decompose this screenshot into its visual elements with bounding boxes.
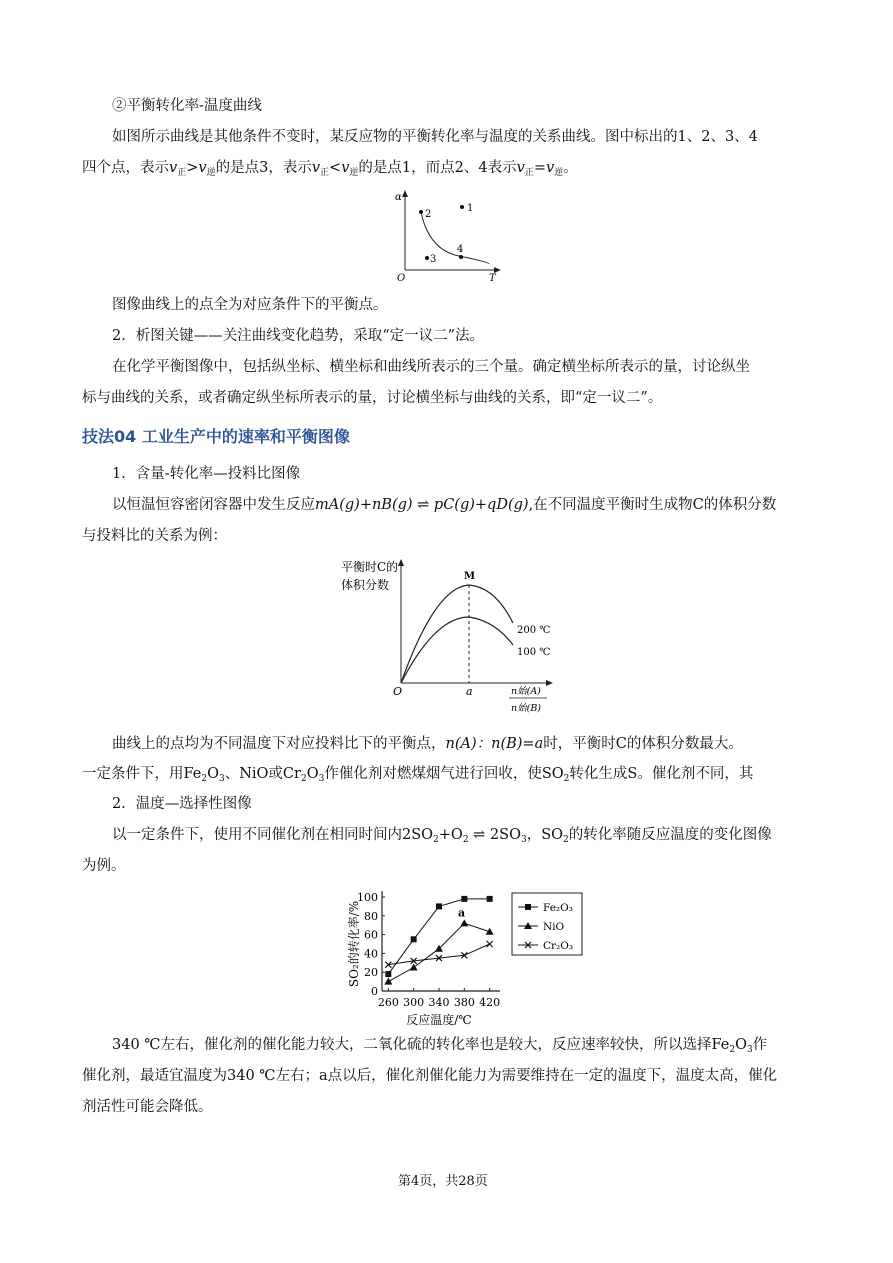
subsection-title: 1．含量-转化率—投料比图像 (112, 466, 301, 482)
x-ratio-denominator: n始(B) (511, 703, 542, 714)
conversion-temperature-figure (385, 188, 505, 288)
y-tick-label: 0 (371, 985, 378, 998)
legend-label: Cr₂O₃ (543, 940, 574, 952)
x-axis-label: T (489, 273, 496, 284)
data-point-x (487, 941, 493, 947)
paragraph-line: 催化剂，最适宜温度为340 ℃左右；a点以后，催化剂催化能力为需要维持在一定的温度下，温度太高，催化 (82, 1068, 778, 1084)
origin-label: O (393, 685, 403, 698)
curve-100c (401, 617, 513, 683)
data-point-square (411, 936, 417, 942)
section-heading: 技法04 工业生产中的速率和平衡图像 (82, 427, 350, 446)
y-axis-label: α (395, 192, 402, 203)
data-point-triangle (384, 978, 392, 985)
curve-200c-label: 200 ℃ (517, 625, 551, 636)
paragraph-line: 为例。 (82, 858, 126, 874)
data-point-triangle (460, 919, 468, 926)
legend-label: Fe₂O₃ (543, 902, 573, 914)
y-tick-label: 20 (364, 966, 378, 980)
y-tick-label: 80 (364, 909, 378, 923)
x-tick-label: 380 (453, 996, 475, 1009)
data-point-square (461, 896, 467, 902)
paragraph-line: 四个点，表示$v_正>v_逆$的是点3，表示$v_正<v_逆$的是点1，而点2、4表示$v_正=v_逆$。 (82, 160, 578, 178)
x-tick-label: 260 (377, 996, 399, 1009)
point-1 (460, 205, 464, 209)
so2-conversion-chart (340, 885, 590, 1030)
curve-200c (401, 585, 513, 683)
curve-100c-label: 100 ℃ (517, 647, 551, 658)
x-axis-title: 反应温度/℃ (406, 1013, 472, 1027)
y-axis-title: SO₂的转化率/% (347, 900, 361, 988)
peak-label: M (464, 571, 476, 582)
y-tick-label: 40 (364, 947, 378, 961)
paragraph-line: 标与曲线的关系，或者确定纵坐标所表示的量，讨论横坐标与曲线的关系，即“定一议二”。 (82, 390, 663, 406)
y-tick-label: 60 (364, 928, 378, 942)
x-mark-label: a (466, 685, 473, 698)
paragraph-line: 一定条件下，用$Fe_2O_3$、NiO或$Cr_2O_3$作催化剂对燃煤烟气进行回收，使$SO_2$转化生成S。催化剂不同，其 (82, 766, 754, 784)
x-tick-label: 340 (428, 996, 450, 1009)
x-tick-label: 420 (479, 996, 501, 1009)
y-label-line2: 体积分数 (341, 578, 390, 592)
point-3-label: 3 (430, 254, 437, 265)
data-point-triangle (410, 964, 418, 971)
paragraph-line: 曲线上的点均为不同温度下对应投料比下的平衡点，n(A)：n(B)=a时，平衡时C的体积分数最大。 (112, 736, 743, 752)
paragraph-line: 以一定条件下，使用不同催化剂在相同时间内$2SO_2+O_2$ ⇌ $2SO_3$，$SO_2$的转化率随反应温度的变化图像 (112, 827, 772, 845)
subsection-title: ②平衡转化率-温度曲线 (112, 98, 262, 114)
y-tick-label: 100 (357, 891, 378, 904)
paragraph-line: 以恒温恒容密闭容器中发生反应mA(g)+nB(g) ⇌ pC(g)+qD(g),在不同温度平衡时生成物C的体积分数 (112, 497, 777, 513)
point-1-label: 1 (467, 203, 474, 214)
point-4 (459, 255, 463, 259)
paragraph-line: 如图所示曲线是其他条件不变时，某反应物的平衡转化率与温度的关系曲线。图中标出的1、2、3、4 (112, 129, 758, 145)
subsection-title: 2．温度—选择性图像 (112, 796, 252, 812)
point-2 (419, 210, 423, 214)
paragraph-line: 剂活性可能会降低。 (82, 1099, 213, 1115)
paragraph-line: 340 ℃左右，催化剂的催化能力较大，二氧化硫的转化率也是较大，反应速率较快，所以选择$Fe_2O_3$作 (112, 1037, 768, 1055)
point-3 (425, 256, 429, 260)
page-footer: 第4页，共28页 (398, 1174, 488, 1189)
x-ratio-numerator: n始(A) (511, 686, 541, 697)
y-label-line1: 平衡时C的 (341, 560, 399, 574)
legend-label: NiO (543, 921, 565, 933)
paragraph-line: 图像曲线上的点全为对应条件下的平衡点。 (112, 297, 388, 313)
point-4-label: 4 (457, 244, 464, 255)
x-tick-label: 300 (403, 996, 425, 1009)
paragraph-line: 与投料比的关系为例： (82, 528, 227, 544)
origin-label: O (397, 273, 406, 284)
data-point-square (385, 971, 391, 977)
point-2-label: 2 (425, 209, 432, 220)
volume-fraction-figure (335, 555, 565, 725)
annotation-label: a (458, 906, 466, 920)
data-point-square (487, 896, 493, 902)
data-point-square (436, 903, 442, 909)
paragraph-line: 在化学平衡图像中，包括纵坐标、横坐标和曲线所表示的三个量。确定横坐标所表示的量，讨论纵坐 (112, 359, 750, 375)
paragraph-line: 2．析图关键——关注曲线变化趋势，采取“定一议二”法。 (112, 328, 485, 344)
data-point-square (525, 904, 531, 910)
